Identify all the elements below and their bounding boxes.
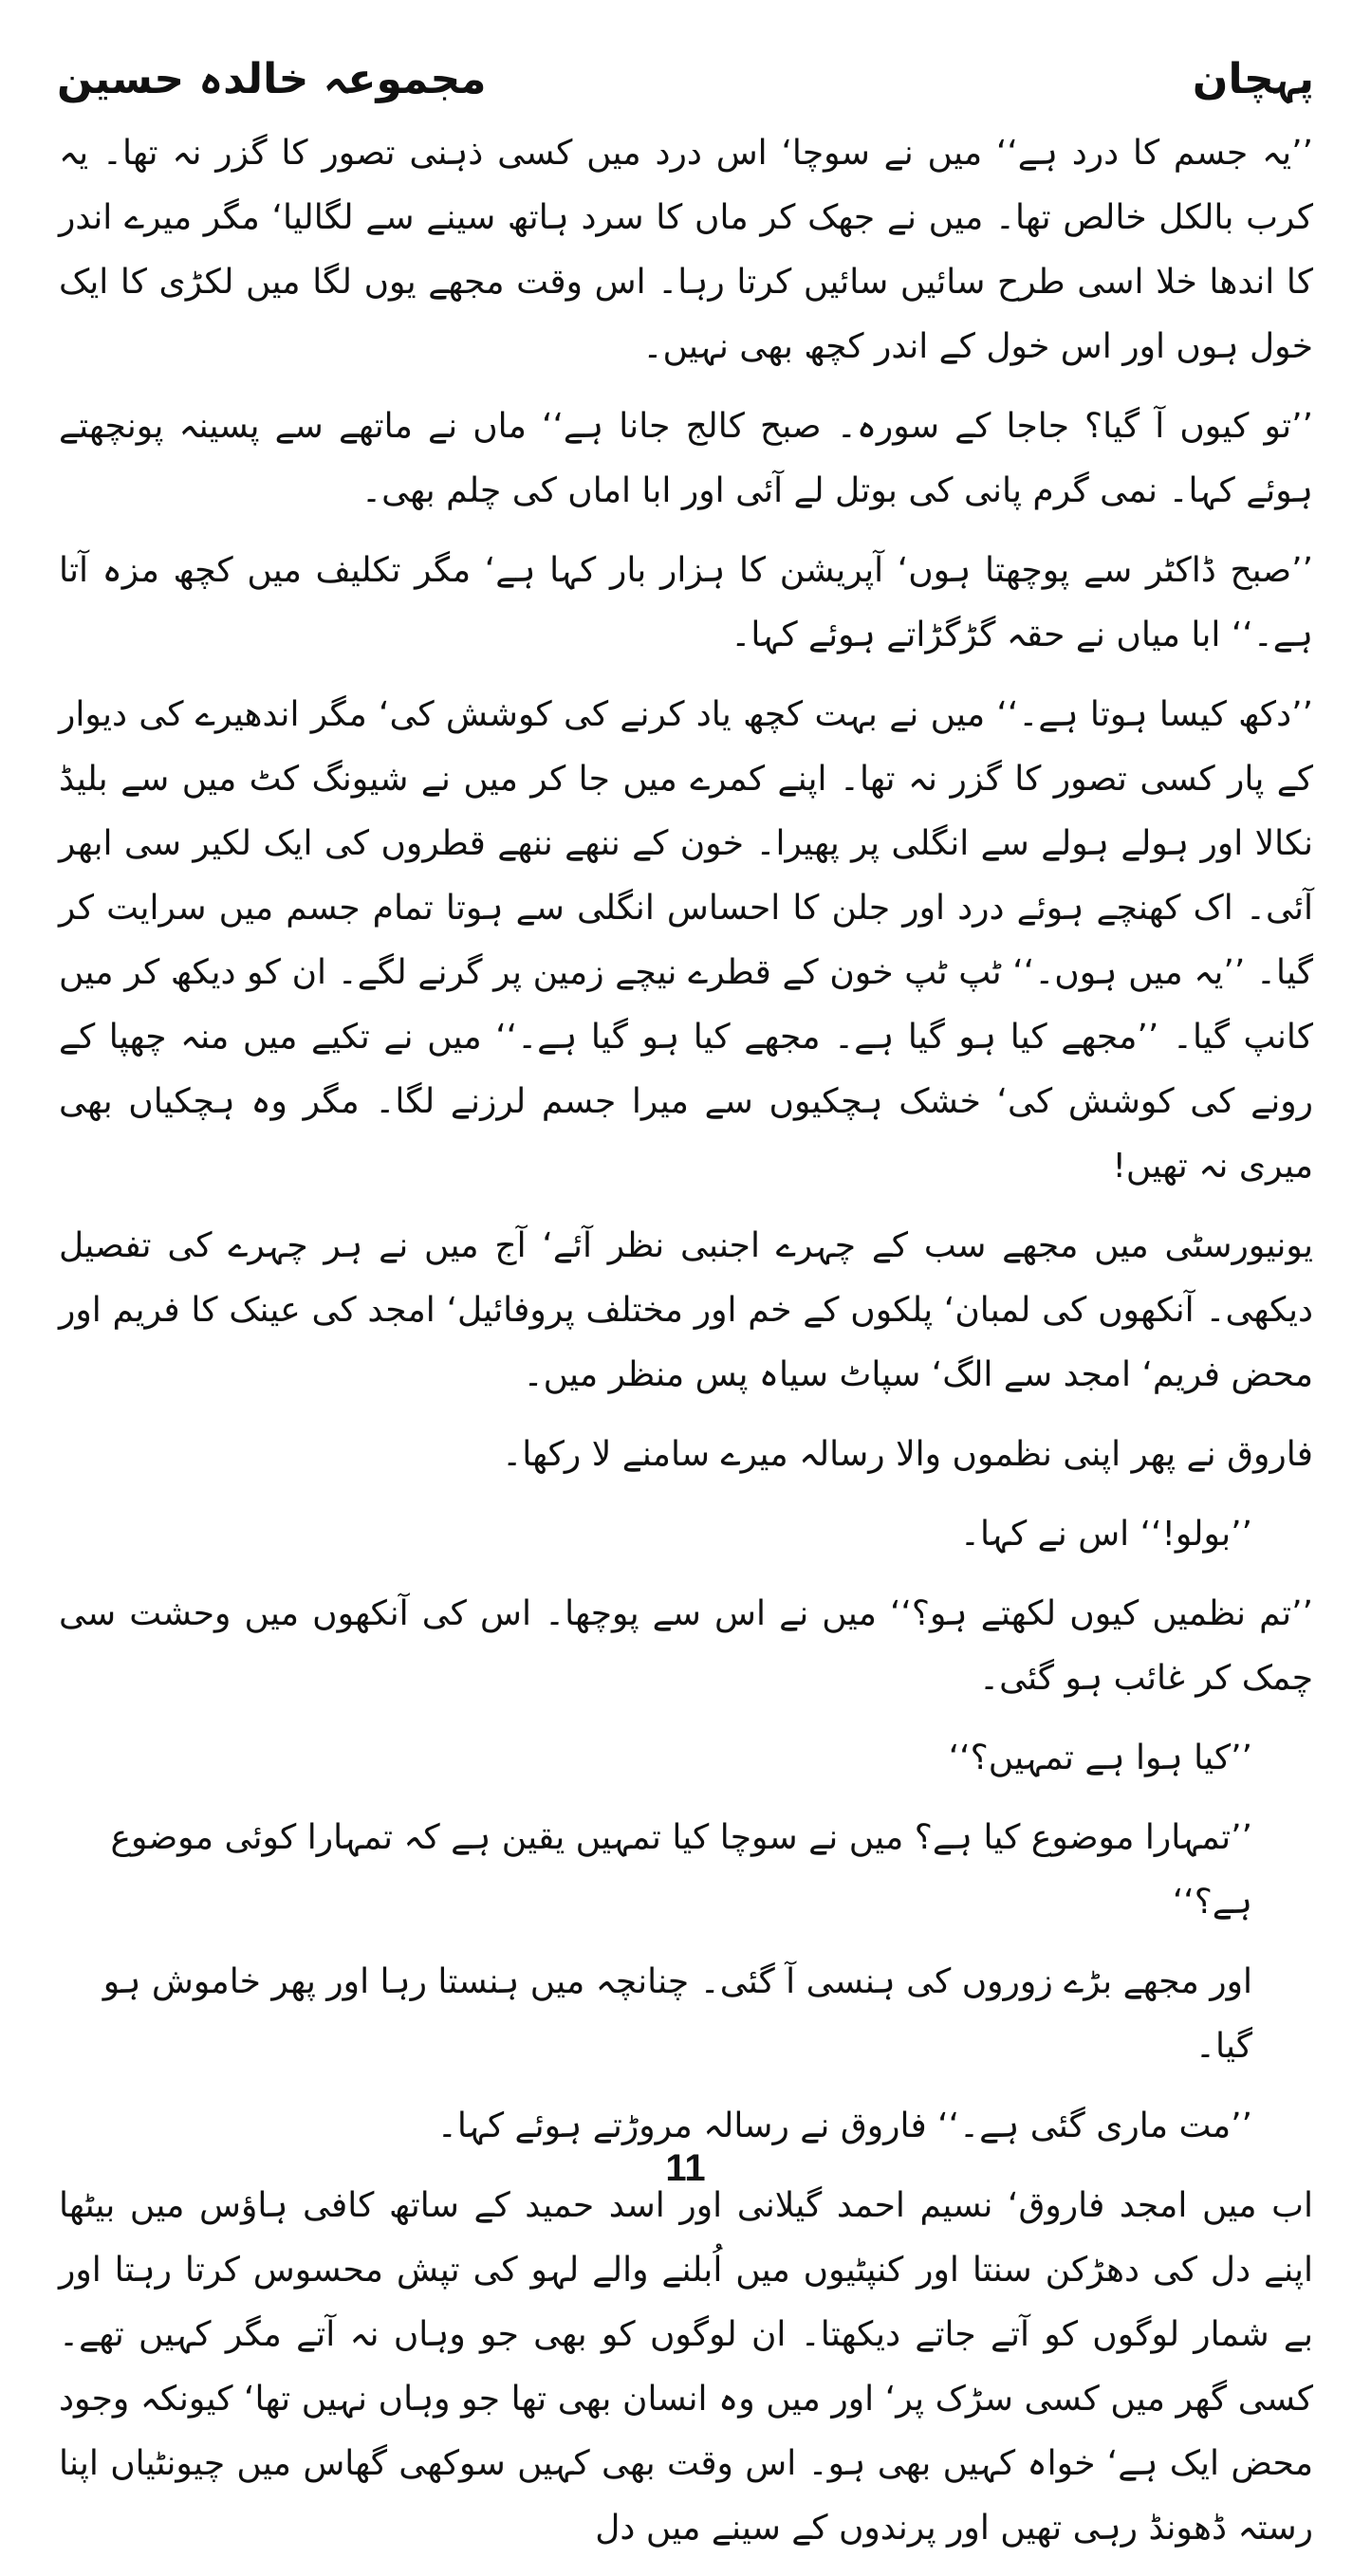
- paragraph: یونیورسٹی میں مجھے سب کے چہرے اجنبی نظر آئے‘ آج میں نے ہر چہرے کی تفصیل دیکھی۔ آنکھوں کی لمبان‘ پلکوں کے خم اور مختلف پروفائیل‘ امجد کی عینک کا فریم اور محض فریم‘ امجد سے الگ‘ سپاٹ سیاہ پس منظر میں۔: [59, 1226, 1313, 1394]
- paragraph: اور مجھے بڑے زوروں کی ہنسی آ گئی۔ چنانچہ میں ہنستا رہا اور پھر خاموش ہو گیا۔: [102, 1962, 1252, 2066]
- story-text: [59, 121, 1313, 2576]
- paragraph: ’’تمہارا موضوع کیا ہے؟ میں نے سوچا کیا تمہیں یقین ہے کہ تمہارا کوئی موضوع ہے؟‘‘: [110, 1818, 1252, 1922]
- page-number: 11: [665, 2147, 706, 2189]
- paragraph: ’’تم نظمیں کیوں لکھتے ہو؟‘‘ میں نے اس سے پوچھا۔ اس کی آنکھوں میں وحشت سی چمک کر غائب ہو گئی۔: [59, 1594, 1313, 1698]
- paragraph: ’’کیا ہوا ہے تمہیں؟‘‘: [948, 1739, 1252, 1777]
- paragraph: اب میں امجد فاروق‘ نسیم احمد گیلانی اور اسد حمید کے ساتھ کافی ہاؤس میں بیٹھا اپنے دل کی دھڑکن سنتا اور کنپٹیوں میں اُبلنے والے لہو کی تپش محسوس کرتا رہتا اور بے شمار لوگوں کو آتے جاتے دیکھتا۔ ان لوگوں کو بھی جو وہاں نہ آتے مگر کہیں تھے۔ کسی گھر میں کسی سڑک پر‘ اور میں وہ انسان بھی تھا جو وہاں نہیں تھا‘ کیونکہ وجود محض ایک ہے‘ خواہ کہیں بھی ہو۔ اس وقت بھی کہیں سوکھی گھاس میں چیونٹیاں اپنا رستہ ڈھونڈ رہی تھیں اور پرندوں کے سینے میں دل: [59, 2186, 1313, 2548]
- story-title: پہچان: [1192, 54, 1314, 103]
- paragraph: ’’یہ جسم کا درد ہے‘‘ میں نے سوچا‘ اس درد میں کسی ذہنی تصور کا گزر نہ تھا۔ یہ کرب بالکل خالص تھا۔ میں نے جھک کر ماں کا سرد ہاتھ سینے سے لگالیا‘ مگر میرے اندر کا اندھا خلا اسی طرح سائیں سائیں کرتا رہا۔ اس وقت مجھے یوں لگا میں لکڑی کا ایک خول ہوں اور اس خول کے اندر کچھ بھی نہیں۔: [59, 134, 1313, 366]
- paragraph: ’’دکھ کیسا ہوتا ہے۔‘‘ میں نے بہت کچھ یاد کرنے کی کوشش کی‘ مگر اندھیرے کی دیوار کے پار کسی تصور کا گزر نہ تھا۔ اپنے کمرے میں جا کر میں نے شیونگ کٹ میں سے بلیڈ نکالا اور ہولے ہولے سے انگلی پر پھیرا۔ خون کے ننھے ننھے قطروں کی ایک لکیر سی ابھر آئی۔ اک کھنچے ہوئے درد اور جلن کا احساس انگلی سے ہوتا تمام جسم میں سرایت کر گیا۔ ’’یہ میں ہوں۔‘‘ ٹپ ٹپ خون کے قطرے نیچے زمین پر گرنے لگے۔ ان کو دیکھ کر میں کانپ گیا۔ ’’مجھے کیا ہو گیا ہے۔ مجھے کیا ہو گیا ہے۔‘‘ میں نے تکیے میں منہ چھپا کے رونے کی کوشش کی‘ خشک ہچکیوں سے میرا جسم لرزنے لگا۔ مگر وہ ہچکیاں بھی میری نہ تھیں!: [59, 695, 1314, 1186]
- paragraph: فاروق نے پھر اپنی نظموں والا رسالہ میرے سامنے لا رکھا۔: [502, 1435, 1313, 1474]
- book-title: مجموعہ خالدہ حسین: [57, 54, 487, 103]
- paragraph: ’’بولو!‘‘ اس نے کہا۔: [959, 1515, 1252, 1554]
- paragraph: ’’صبح ڈاکٹر سے پوچھتا ہوں‘ آپریشن کا ہزار بار کہا ہے‘ مگر تکلیف میں کچھ مزہ آتا ہے۔‘‘ ابا میاں نے حقہ گڑگڑاتے ہوئے کہا۔: [59, 551, 1313, 654]
- page-header: [57, 46, 1314, 112]
- paragraph: ’’مت ماری گئی ہے۔‘‘ فاروق نے رسالہ مروڑتے ہوئے کہا۔: [436, 2107, 1252, 2145]
- paragraph: ’’تو کیوں آ گیا؟ جاجا کے سورہ۔ صبح کالج جانا ہے‘‘ ماں نے ماتھے سے پسینہ پونچھتے ہوئے کہا۔ نمی گرم پانی کی بوتل لے آئی اور ابا اماں کی چلم بھی۔: [59, 407, 1313, 510]
